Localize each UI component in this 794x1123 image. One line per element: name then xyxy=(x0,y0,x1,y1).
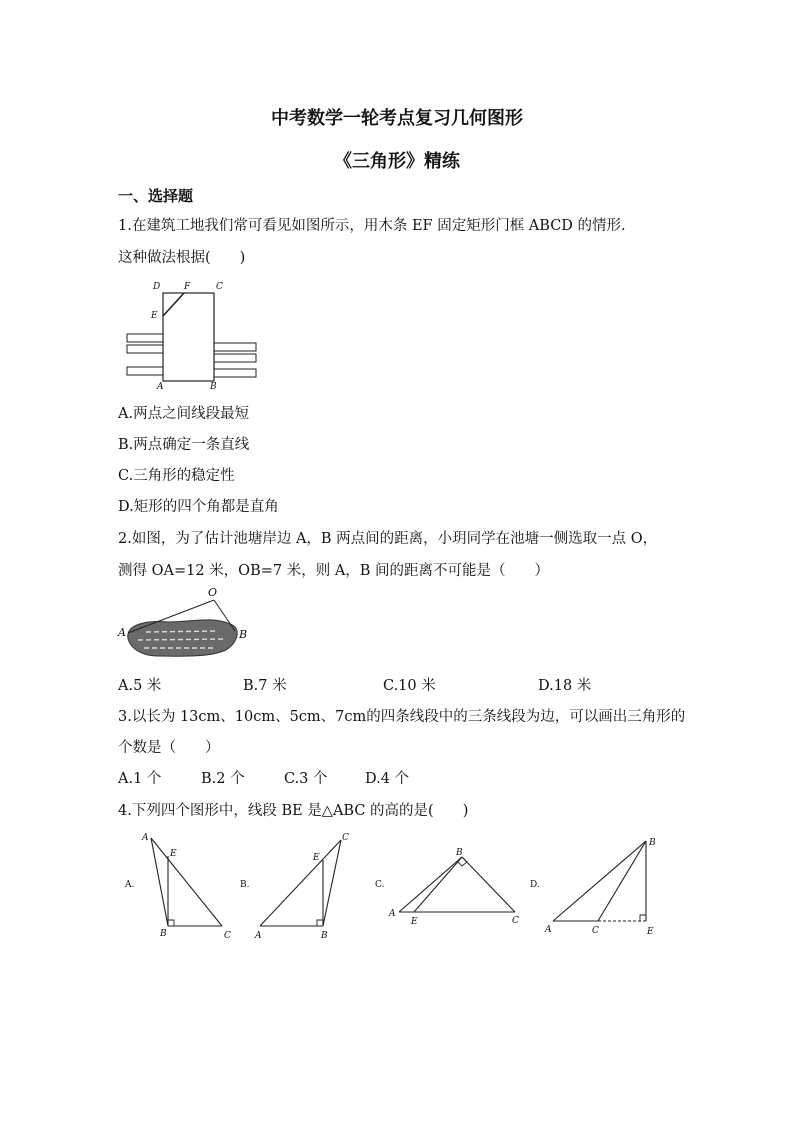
q1-label-d: D xyxy=(153,282,161,292)
q2-stem-line2: 测得 OA=12 米，OB=7 米，则 A，B 间的距离不可能是（ ） xyxy=(118,563,550,579)
q1-stem-line2: 这种做法根据( ) xyxy=(118,250,246,266)
q2-stem-line1: 2.如图，为了估计池塘岸边 A，B 两点间的距离，小玥同学在池塘一侧选取一点 O， xyxy=(118,531,658,547)
q4-figure-d xyxy=(530,828,670,940)
q3-option-d: D.4 个 xyxy=(365,771,410,787)
q1-label-b: B xyxy=(210,382,217,392)
q1-label-a: A xyxy=(157,382,164,392)
q4-figure-a xyxy=(118,828,242,946)
q4a-label-a: A xyxy=(142,833,149,843)
page-title: 中考数学一轮考点复习几何图形 xyxy=(271,108,523,129)
q1-door-frame-figure xyxy=(118,278,268,390)
q4-option-d-label: D. xyxy=(530,880,540,890)
page-subtitle: 《三角形》精练 xyxy=(334,151,460,172)
q4-option-a-label: A. xyxy=(125,880,135,890)
q2-option-b: B.7 米 xyxy=(243,678,287,694)
q3-option-b: B.2 个 xyxy=(201,771,245,787)
q2-option-c: C.10 米 xyxy=(383,678,436,694)
q1-label-f: F xyxy=(184,282,191,292)
q4c-label-e: E xyxy=(411,917,418,927)
q4d-label-a: A xyxy=(545,925,552,935)
q3-stem-line1: 3.以长为 13cm、10cm、5cm、7cm的四条线段中的三条线段为边，可以画出三角形的 xyxy=(118,709,686,725)
q3-option-a: A.1 个 xyxy=(118,771,162,787)
q4b-label-b: B xyxy=(321,931,328,941)
q1-label-e: E xyxy=(151,311,158,321)
q2-option-a: A.5 米 xyxy=(118,678,162,694)
q4b-label-a: A xyxy=(255,931,262,941)
q4c-label-c: C xyxy=(512,916,519,926)
q4-figure-b xyxy=(240,828,364,946)
q4-figure-c xyxy=(372,836,532,932)
q4-stem: 4.下列四个图形中，线段 BE 是△ABC 的高的是( ) xyxy=(118,803,469,819)
q1-option-b: B.两点确定一条直线 xyxy=(118,437,250,453)
q1-label-c: C xyxy=(216,282,223,292)
q2-pond-figure xyxy=(118,584,258,664)
q4b-label-c: C xyxy=(342,833,349,843)
q2-label-a: A xyxy=(118,626,126,639)
q2-label-b: B xyxy=(239,628,248,641)
q4a-label-c: C xyxy=(224,931,231,941)
q4b-label-e: E xyxy=(313,853,320,863)
q4a-label-b: B xyxy=(160,929,167,939)
q3-stem-line2: 个数是（ ） xyxy=(118,740,220,756)
q4-option-b-label: B. xyxy=(240,880,250,890)
q4c-label-b: B xyxy=(456,848,463,858)
q1-stem-line1: 1.在建筑工地我们常可看见如图所示，用木条 EF 固定矩形门框 ABCD 的情形. xyxy=(118,218,626,234)
q4d-label-c: C xyxy=(592,926,599,936)
q2-label-o: O xyxy=(208,586,218,599)
q4d-label-b: B xyxy=(649,838,656,848)
q1-option-c: C.三角形的稳定性 xyxy=(118,468,235,484)
q1-option-a: A.两点之间线段最短 xyxy=(118,406,250,422)
section-heading: 一、选择题 xyxy=(118,187,194,205)
q4-option-c-label: C. xyxy=(375,880,385,890)
q4a-label-e: E xyxy=(170,849,177,859)
q2-option-d: D.18 米 xyxy=(538,678,592,694)
q1-option-d: D.矩形的四个角都是直角 xyxy=(118,499,279,515)
q3-option-c: C.3 个 xyxy=(284,771,328,787)
q4c-label-a: A xyxy=(389,909,396,919)
q4d-label-e: E xyxy=(647,927,654,937)
